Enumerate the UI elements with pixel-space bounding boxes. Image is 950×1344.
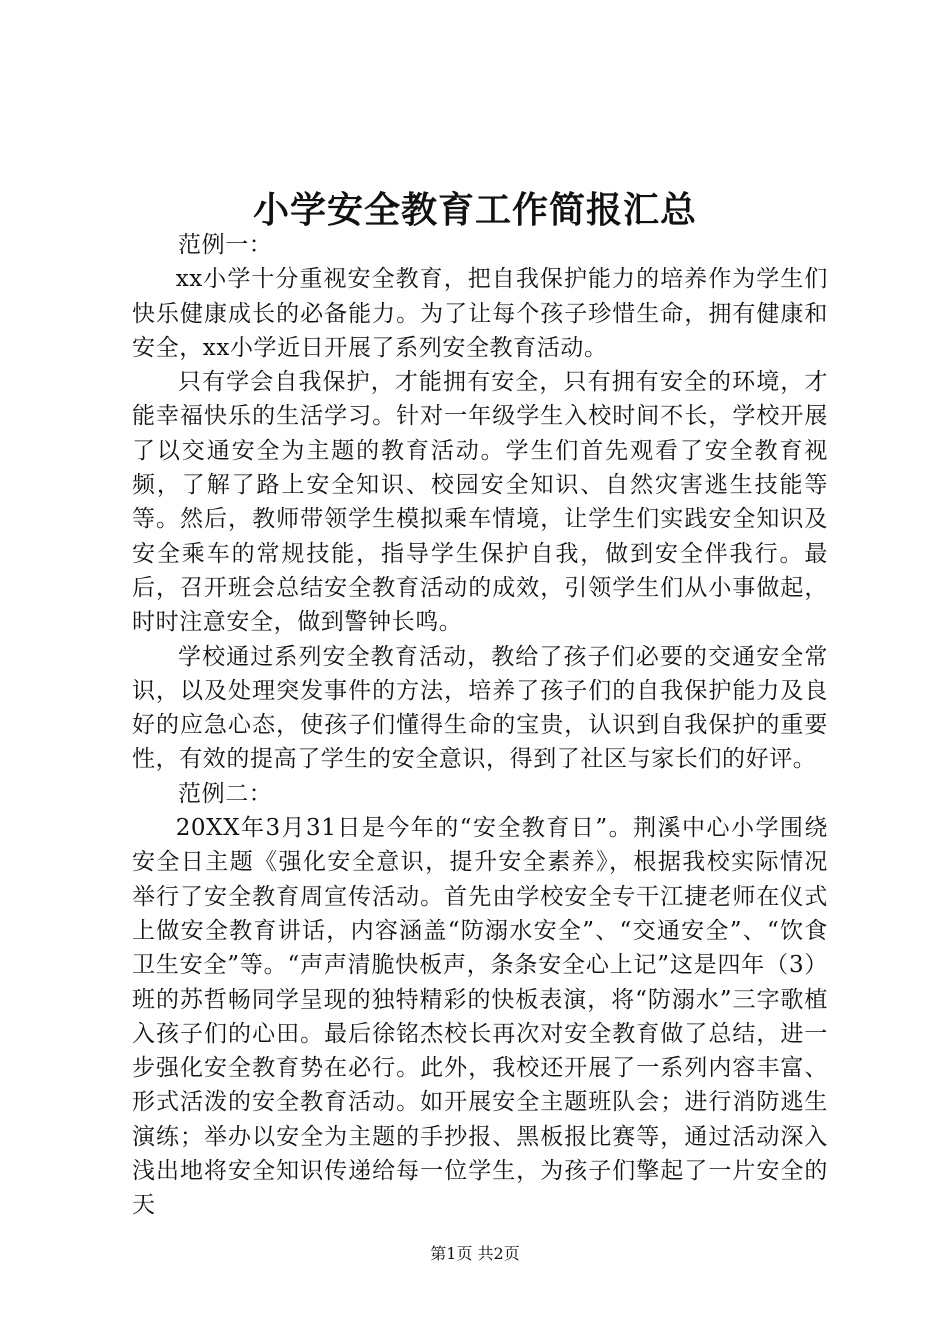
page-footer: 第1页 共2页 (430, 1244, 520, 1263)
paragraph: xx小学十分重视安全教育，把自我保护能力的培养作为学生们快乐健康成长的必备能力。为了让每个孩子珍惜生命，拥有健康和安全，xx小学近日开展了系列安全教育活动。 (132, 266, 828, 361)
section-heading-example-1: 范例一： (178, 232, 273, 258)
paragraph: 学校通过系列安全教育活动，教给了孩子们必要的交通安全常识，以及处理突发事件的方法，培养了孩子们的自我保护能力及良好的应急心态，使孩子们懂得生命的宝贵，认识到自我保护的重要性，有效的提高了学生的安全意识，得到了社区与家长们的好评。 (132, 643, 828, 773)
document-title: 小学安全教育工作简报汇总 (252, 189, 697, 231)
paragraph: 只有学会自我保护，才能拥有安全，只有拥有安全的环境，才能幸福快乐的生活学习。针对一年级学生入校时间不长，学校开展了以交通安全为主题的教育活动。学生们首先观看了安全教育视频，了解了路上安全知识、校园安全知识、自然灾害逃生技能等等。然后，教师带领学生模拟乘车情境，让学生们实践安全知识及安全乘车的常规技能，指导学生保护自我，做到安全伴我行。最后，召开班会总结安全教育活动的成效，引领学生们从小事做起，时时注意安全，做到警钟长鸣。 (132, 369, 828, 636)
paragraph: 20XX年3月31日是今年的“安全教育日”。荆溪中心小学围绕安全日主题《强化安全意识，提升安全素养》，根据我校实际情况举行了安全教育周宣传活动。首先由学校安全专干江捷老师在仪式上做安全教育讲话，内容涵盖“防溺水安全”、“交通安全”、“饮食卫生安全”等。“声声清脆快板声，条条安全心上记”这是四年（3）班的苏哲畅同学呈现的独特精彩的快板表演，将“防溺水”三字歌植入孩子们的心田。最后徐铭杰校长再次对安全教育做了总结，进一步强化安全教育势在必行。此外，我校还开展了一系列内容丰富、形式活泼的安全教育活动。如开展安全主题班队会；进行消防逃生演练；举办以安全为主题的手抄报、黑板报比赛等，通过活动深入浅出地将安全知识传递给每一位学生，为孩子们擎起了一片安全的天 (132, 815, 828, 1219)
document-body (132, 228, 828, 1223)
section-heading-example-2: 范例二： (178, 780, 273, 807)
